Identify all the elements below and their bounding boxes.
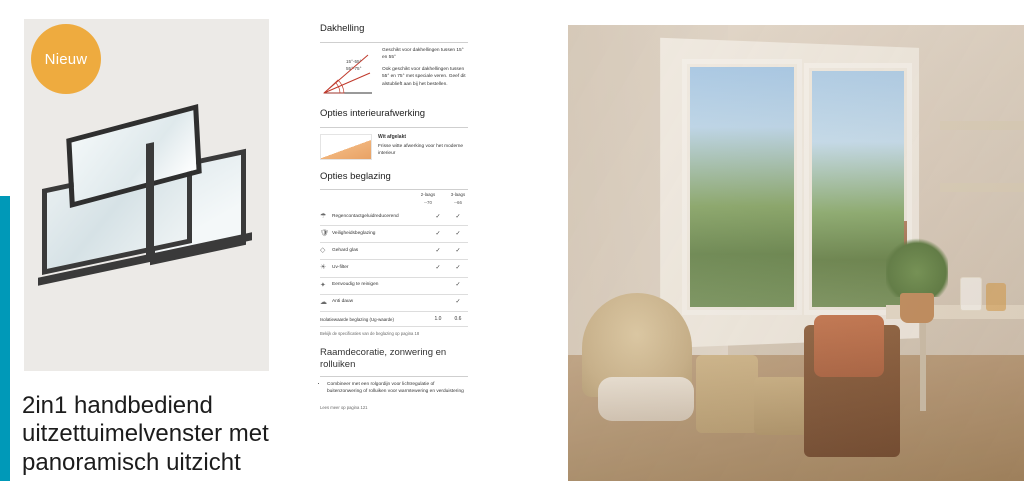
glazing-col-header-2: 3-laags bbox=[450, 192, 466, 198]
roof-window-illustration bbox=[38, 115, 256, 275]
glazing-check-2laags: ✓ bbox=[428, 226, 448, 243]
glazing-feature-label: Uv-filter bbox=[332, 260, 428, 277]
spec-column bbox=[320, 22, 468, 411]
table-row bbox=[320, 226, 468, 243]
finish-option-name: Wit afgelakt bbox=[378, 133, 407, 140]
section-roof-pitch bbox=[320, 22, 468, 107]
list-item: • Combineer met een rolgordijn voor lichtregulatie of buitenzonwering of rolluiken voor warmtewering en verduistering bbox=[327, 381, 468, 395]
glazing-uvalue-label: Isolatiewaarde beglazing (Ug-waarde) bbox=[320, 317, 394, 323]
glazing-check-2laags bbox=[428, 294, 448, 311]
clean-icon: ✦ bbox=[320, 277, 332, 294]
window-frame-bar-vertical bbox=[146, 142, 154, 262]
pitch-range-2: 55°-75° bbox=[346, 65, 362, 71]
glazing-check-2laags bbox=[428, 277, 448, 294]
photo-light-overlay bbox=[568, 25, 1024, 481]
glazing-check-3laags: ✓ bbox=[448, 243, 468, 260]
glazing-check-2laags: ✓ bbox=[428, 209, 448, 226]
glazing-check-3laags: ✓ bbox=[448, 209, 468, 226]
pitch-range-1: 15°-55° bbox=[346, 58, 362, 64]
table-row bbox=[320, 243, 468, 260]
glazing-feature-label: Veiligheidsbeglazing bbox=[332, 226, 428, 243]
rain-icon: ☂ bbox=[320, 209, 332, 226]
pitch-text-1: Geschikt voor dakhellingen tussen 15° en 55° bbox=[382, 47, 464, 60]
accent-bar bbox=[0, 196, 10, 481]
divider bbox=[320, 376, 468, 377]
glazing-check-2laags: ✓ bbox=[428, 260, 448, 277]
glass-icon: ◇ bbox=[320, 243, 332, 260]
room-interior-photo bbox=[568, 25, 1024, 481]
section-title-decoration: Raamdecoratie, zonwering en rolluiken bbox=[320, 347, 447, 370]
shield-icon: 🛡 bbox=[320, 226, 332, 243]
table-row bbox=[320, 294, 468, 311]
table-row bbox=[320, 277, 468, 294]
glazing-col-header-1: 2-laags bbox=[420, 192, 436, 198]
glazing-uvalue-row bbox=[320, 312, 468, 327]
section-glazing bbox=[320, 170, 468, 348]
glazing-column-codes bbox=[320, 200, 468, 209]
section-title-roof-pitch: Dakhelling bbox=[320, 23, 365, 34]
page-title: 2in1 handbediend uitzettuimelvenster met panoramisch uitzicht bbox=[22, 392, 269, 476]
glazing-column-headers bbox=[320, 190, 468, 199]
left-column bbox=[0, 0, 300, 481]
roof-pitch-angle-icon bbox=[320, 47, 376, 99]
glazing-feature-label: Anti dauw bbox=[332, 294, 428, 311]
glazing-feature-label: Gehard glas bbox=[332, 243, 428, 260]
sun-icon: ☀ bbox=[320, 260, 332, 277]
glazing-col-code-1: --70 bbox=[424, 199, 432, 205]
section-title-glazing: Opties beglazing bbox=[320, 170, 391, 182]
glazing-check-3laags: ✓ bbox=[448, 294, 468, 311]
glazing-check-2laags: ✓ bbox=[428, 243, 448, 260]
fog-icon: ☁ bbox=[320, 294, 332, 311]
new-badge bbox=[31, 24, 101, 94]
pitch-text-2: Ook geschikt voor dakhellingen tussen 55° en 75° met speciale veren. Geef dit alstublieft aan bij het bestellen. bbox=[382, 67, 466, 87]
decoration-bullet-list bbox=[320, 381, 468, 395]
table-row bbox=[320, 209, 468, 226]
section-title-interior-finish: Opties interieurafwerking bbox=[320, 107, 426, 119]
section-interior-finish bbox=[320, 107, 468, 170]
glazing-check-3laags: ✓ bbox=[448, 260, 468, 277]
glazing-feature-label: Regencontactgeluidreducerend bbox=[332, 209, 428, 226]
finish-option-text: Frisse witte afwerking voor het moderne interieur bbox=[378, 144, 464, 157]
glazing-col-code-2: --66 bbox=[454, 199, 462, 205]
glazing-table bbox=[320, 209, 468, 312]
glazing-feature-label: Eenvoudig te reinigen bbox=[332, 277, 428, 294]
section-decoration bbox=[320, 347, 468, 411]
table-row bbox=[320, 260, 468, 277]
glazing-check-3laags: ✓ bbox=[448, 277, 468, 294]
glazing-uvalue-2laags: 1.0 bbox=[434, 315, 442, 322]
decoration-page-note: Lees meer op pagina 121 bbox=[320, 405, 368, 411]
glazing-check-3laags: ✓ bbox=[448, 226, 468, 243]
glazing-uvalue-3laags: 0.6 bbox=[454, 315, 462, 322]
new-badge-label: Nieuw bbox=[44, 50, 88, 68]
glazing-page-note: Bekijk de specificaties van de beglazing op pagina 18 bbox=[320, 331, 420, 337]
finish-swatch-icon bbox=[320, 134, 372, 160]
